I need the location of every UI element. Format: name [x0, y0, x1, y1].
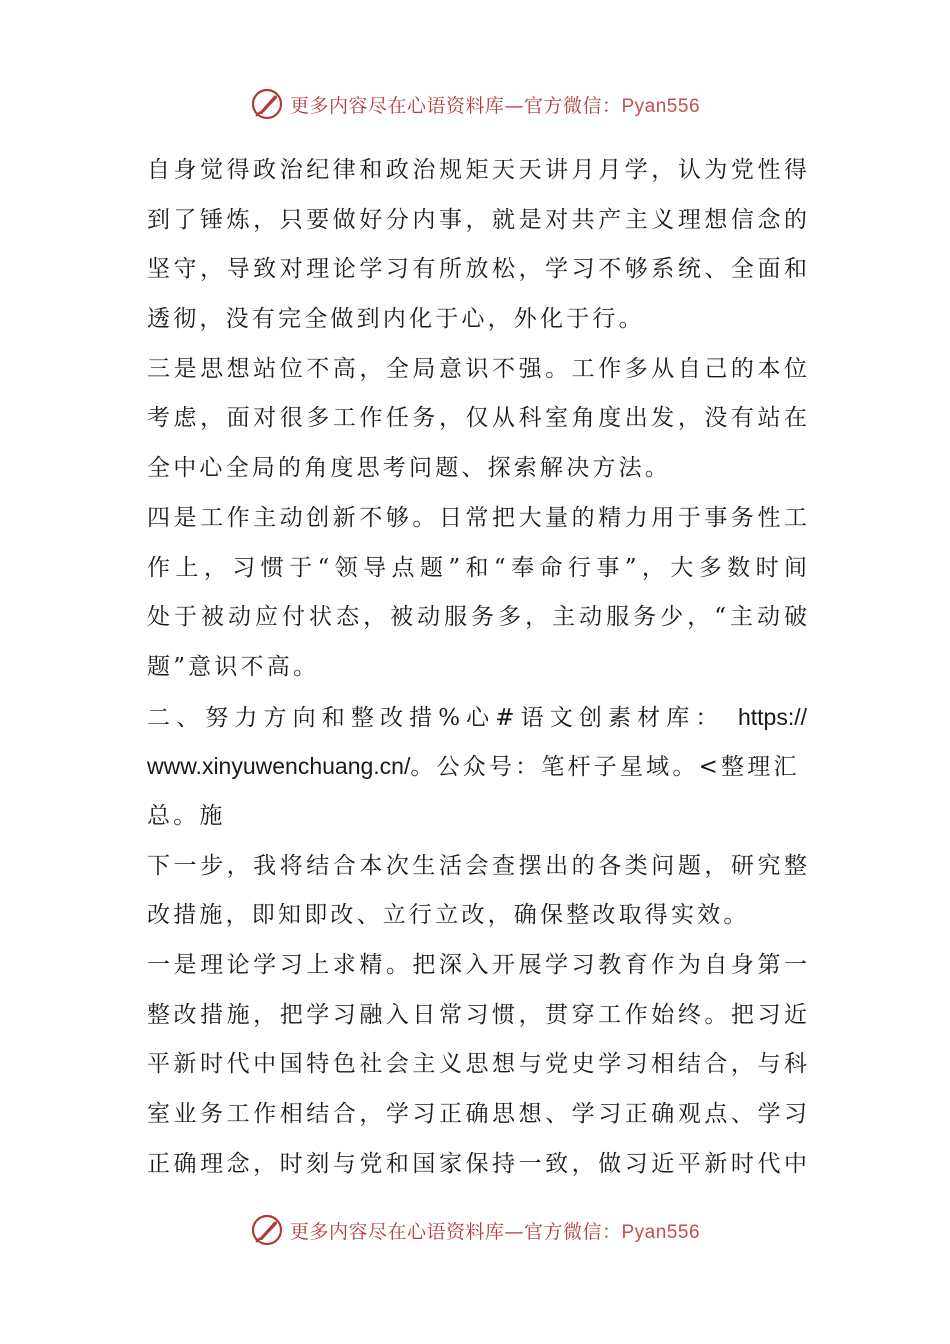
- footer-banner-contact: Pyan556: [621, 1221, 701, 1243]
- section-heading-suffix: 。公众号：笔杆子星域。<整理汇: [410, 754, 800, 781]
- body-line: 整改措施，把学习融入日常习惯，贯穿工作始终。把习近: [147, 1001, 807, 1028]
- section-heading-prefix: 二、努力方向和整改措%心#语文创素材库：: [147, 704, 725, 731]
- quill-pen-logo-icon: [250, 1213, 284, 1247]
- body-line: 考虑，面对很多工作任务，仅从科室角度出发，没有站在: [147, 405, 807, 432]
- header-banner: [0, 84, 950, 124]
- body-line: 坚守，导致对理论学习有所放松，学习不够系统、全面和: [147, 256, 807, 283]
- body-line: 透彻，没有完全做到内化于心，外化于行。: [147, 306, 645, 333]
- body-line: 处于被动应付状态，被动服务多，主动服务少，“主动破: [147, 604, 807, 631]
- document-body: [147, 146, 807, 1189]
- body-line: 四是工作主动创新不够。日常把大量的精力用于事务性工: [147, 504, 807, 531]
- section-heading-line-2: [147, 742, 807, 792]
- section-heading-tail: 总。施: [147, 802, 226, 829]
- body-line: 正确理念，时刻与党和国家保持一致，做习近平新时代中: [147, 1150, 807, 1177]
- body-line: 平新时代中国特色社会主义思想与党史学习相结合，与科: [147, 1051, 807, 1078]
- body-line: 到了锤炼，只要做好分内事，就是对共产主义理想信念的: [147, 206, 807, 233]
- header-banner-label: 更多内容尽在心语资料库—官方微信：: [289, 94, 622, 117]
- body-line: 题”意识不高。: [147, 653, 320, 680]
- footer-banner-text: [290, 1217, 700, 1244]
- body-line: 作上，习惯于“领导点题”和“奉命行事”，大多数时间: [147, 554, 807, 581]
- body-line: 改措施，即知即改、立行立改，确保整改取得实效。: [147, 902, 750, 929]
- quill-pen-logo-icon: [250, 87, 284, 121]
- section-heading-line-1: [147, 693, 807, 743]
- section-heading-url-part2: www.xinyuwenchuang.cn/: [147, 753, 411, 780]
- body-line: 全中心全局的角度思考问题、探索解决方法。: [147, 455, 671, 482]
- header-banner-contact: Pyan556: [621, 95, 701, 117]
- body-line: 下一步，我将结合本次生活会查摆出的各类问题，研究整: [147, 852, 807, 879]
- body-line: 三是思想站位不高，全局意识不强。工作多从自己的本位: [147, 355, 807, 382]
- body-line: 一是理论学习上求精。把深入开展学习教育作为自身第一: [147, 952, 807, 978]
- header-banner-text: [290, 91, 700, 118]
- body-line: 自身觉得政治纪律和政治规矩天天讲月月学，认为党性得: [147, 157, 807, 183]
- section-heading-url-part1: https://: [737, 703, 807, 730]
- body-line: 室业务工作相结合，学习正确思想、学习正确观点、学习: [147, 1101, 807, 1128]
- footer-banner: [0, 1210, 950, 1250]
- footer-banner-label: 更多内容尽在心语资料库—官方微信：: [289, 1220, 622, 1243]
